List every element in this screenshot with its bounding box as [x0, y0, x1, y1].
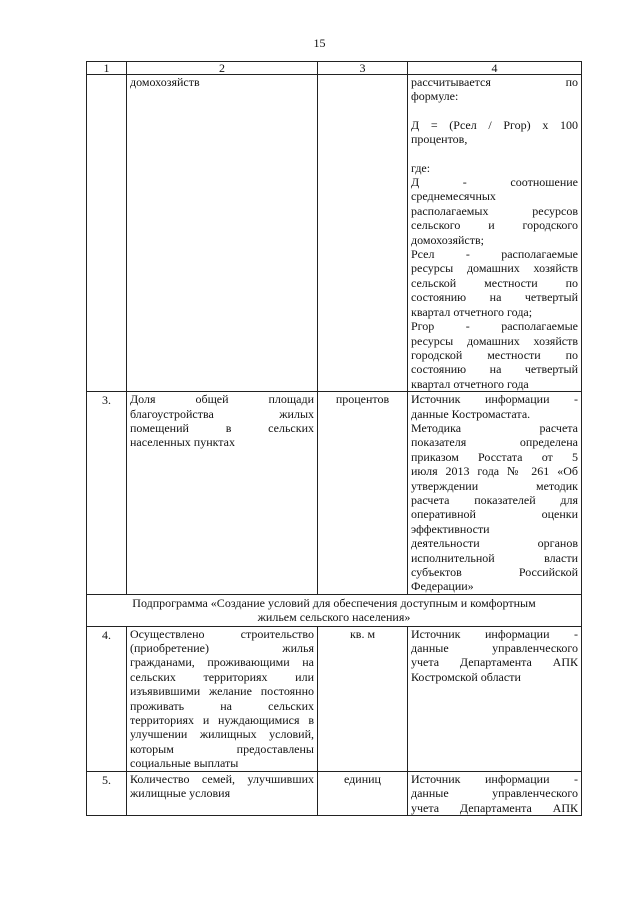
indicator-name-cell: Доля общей площади благоустройства жилых помещений в сельских населенных пунктах: [127, 392, 318, 595]
table-row: [87, 771, 582, 815]
subprogram-header-row: [87, 594, 582, 626]
column-number-1: 1: [87, 62, 127, 75]
table-header-row: [87, 62, 582, 75]
table-row: [87, 392, 582, 595]
unit-cell: кв. м: [318, 626, 408, 771]
column-number-2: 2: [127, 62, 318, 75]
table-row: [87, 75, 582, 392]
column-number-3: 3: [318, 62, 408, 75]
indicator-name-cell: домохозяйств: [127, 75, 318, 392]
row-number-cell: 4.: [87, 626, 127, 771]
method-cell: Источник информации - данные управленческого учета Департамента АПК Костромской области: [408, 626, 582, 771]
unit-cell: единиц: [318, 771, 408, 815]
subprogram-title: Подпрограмма «Создание условий для обеспечения доступным и комфортным жильем сельского населения»: [87, 594, 582, 626]
unit-cell: [318, 75, 408, 392]
indicators-table: [86, 61, 582, 816]
column-number-4: 4: [408, 62, 582, 75]
table-row: [87, 626, 582, 771]
row-number-cell: [87, 75, 127, 392]
method-cell: рассчитывается по формуле: Д = (Рсел / Ргор) х 100 процентов, где: Д - соотношение среднемесячных располагаемых ресурсов сельского и городского домохозяйств; Рсел - располагаемые ресурсы домашних хозяйств сельской местности по состоянию на четвертый квартал отчетного года; Ргор - располагаемые ресурсы домашних хозяйств городской местности по состоянию на четвертый квартал отчетного года: [408, 75, 582, 392]
indicator-name-cell: Количество семей, улучшивших жилищные условия: [127, 771, 318, 815]
unit-cell: процентов: [318, 392, 408, 595]
indicator-name-cell: Осуществлено строительство (приобретение) жилья гражданами, проживающими на сельских территориях или изъявившими желание постоянно проживать на сельских территориях и нуждающимися в улучшении жилищных условий, которым предоставлены социальные выплаты: [127, 626, 318, 771]
row-number-cell: 5.: [87, 771, 127, 815]
method-cell: Источник информации - данные Костромастата. Методика расчета показателя определена приказом Росстата от 5 июля 2013 года № 261 «Об утверждении методик расчета показателей для оперативной оценки эффективности деятельности органов исполнительной власти субъектов Российской Федерации»: [408, 392, 582, 595]
formula: Д = (Рсел / Ргор) х 100: [411, 117, 578, 132]
method-cell: Источник информации - данные управленческого учета Департамента АПК: [408, 771, 582, 815]
page-number: 15: [313, 36, 326, 50]
row-number-cell: 3.: [87, 392, 127, 595]
